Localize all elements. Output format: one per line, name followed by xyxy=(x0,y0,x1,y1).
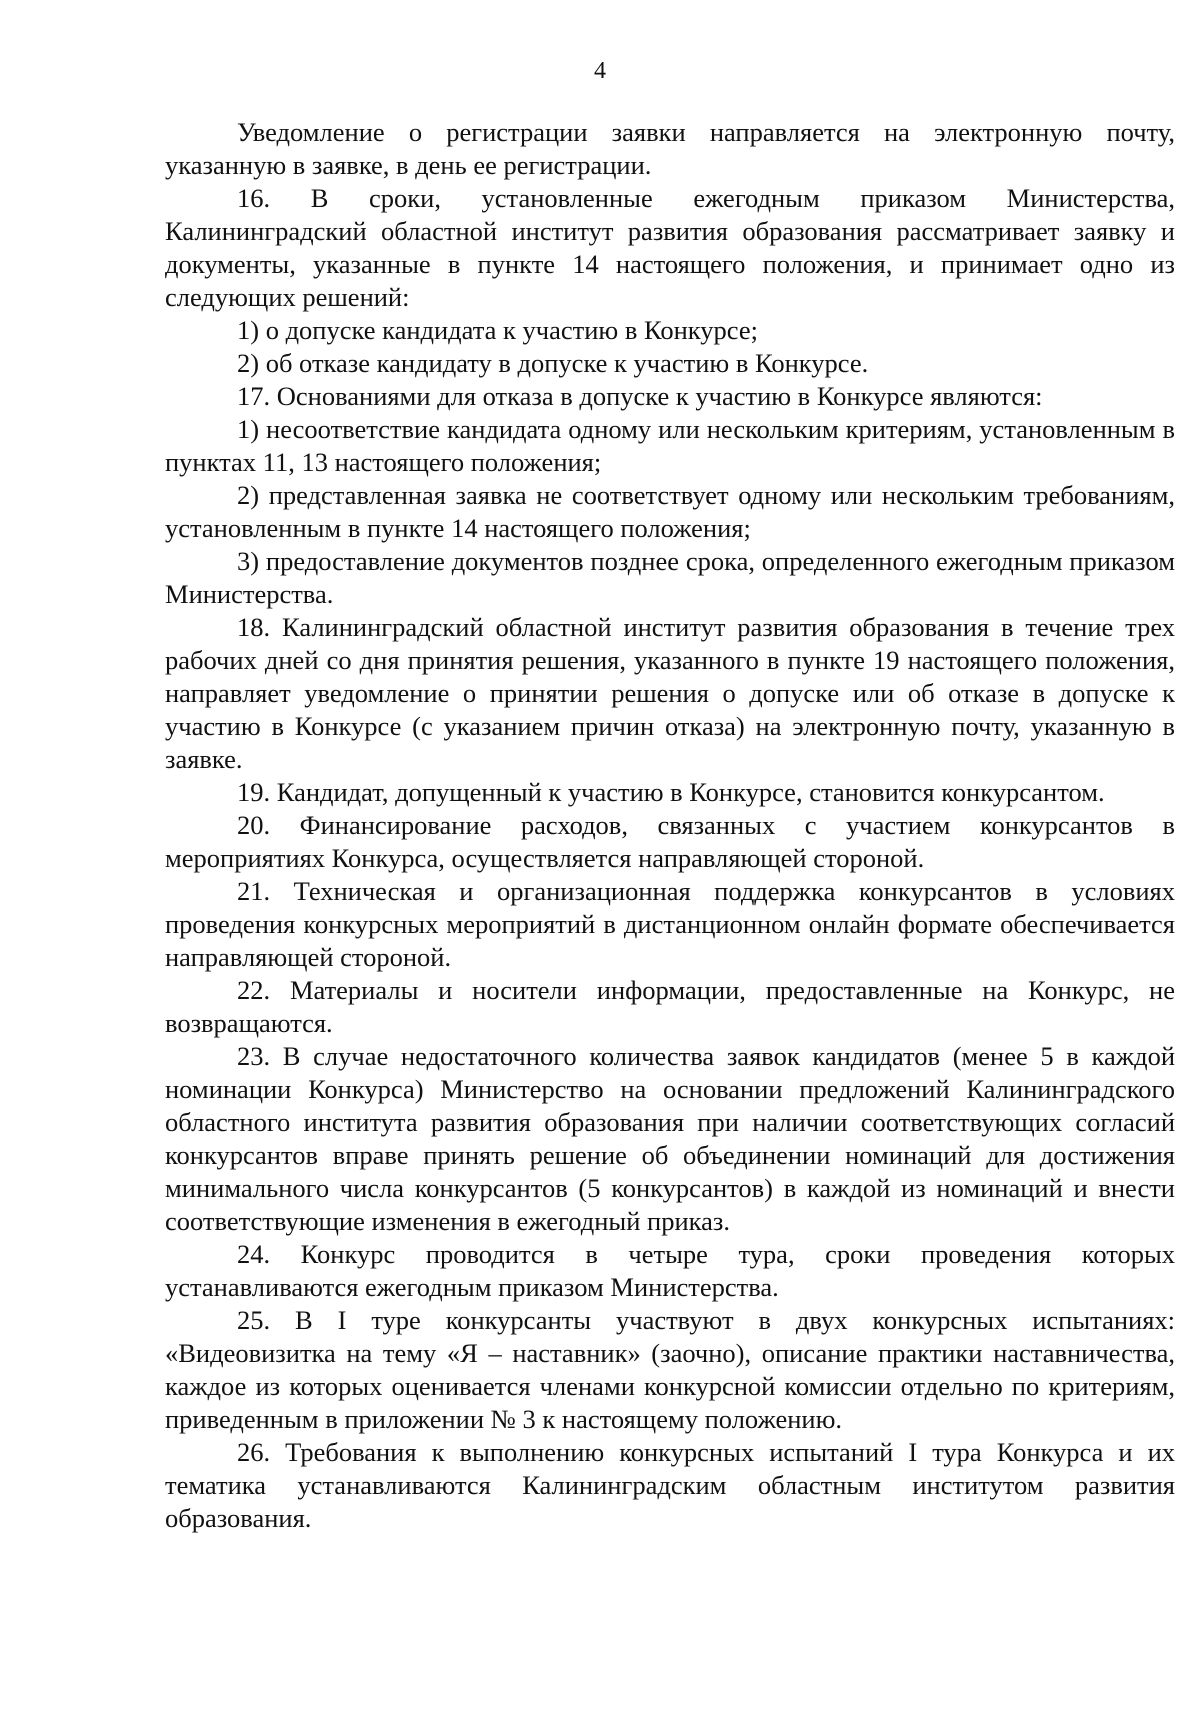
paragraph-24: 24. Конкурс проводится в четыре тура, сроки проведения которых устанавливаются ежегодным приказом Министерства. xyxy=(165,1239,1175,1302)
paragraph-22: 22. Материалы и носители информации, предоставленные на Конкурс, не возвращаются. xyxy=(165,975,1175,1038)
paragraph-25: 25. В I туре конкурсанты участвуют в двух конкурсных испытаниях: «Видеовизитка на тему «Я – наставник» (заочно), описание практики наставничества, каждое из которых оценивается членами конкурсной комиссии отдельно по критериям, приведенным в приложении № 3 к настоящему положению. xyxy=(165,1305,1175,1434)
paragraph-16-item-1: 1) о допуске кандидата к участию в Конкурсе; xyxy=(237,315,758,345)
paragraph-23: 23. В случае недостаточного количества заявок кандидатов (менее 5 в каждой номинации Конкурса) Министерство на основании предложений Калининградского областного института развития образования при наличии соответствующих согласий конкурсантов вправе принять решение об объединении номинаций для достижения минимального числа конкурсантов (5 конкурсантов) в каждой из номинаций и внести соответствующие изменения в ежегодный приказ. xyxy=(165,1041,1175,1236)
paragraph-21: 21. Техническая и организационная поддержка конкурсантов в условиях проведения конкурсных мероприятий в дистанционном онлайн формате обеспечивается направляющей стороной. xyxy=(165,876,1175,972)
paragraph-17-item-2: 2) представленная заявка не соответствует одному или нескольким требованиям, установленным в пункте 14 настоящего положения; xyxy=(165,480,1175,543)
paragraph-registration-notice: Уведомление о регистрации заявки направляется на электронную почту, указанную в заявке, в день ее регистрации. xyxy=(165,117,1175,180)
document-body xyxy=(165,116,1175,1535)
paragraph-17: 17. Основаниями для отказа в допуске к участию в Конкурсе являются: xyxy=(237,381,1043,411)
page-number: 4 xyxy=(594,58,606,84)
paragraph-20: 20. Финансирование расходов, связанных с участием конкурсантов в мероприятиях Конкурса, осуществляется направляющей стороной. xyxy=(165,810,1175,873)
paragraph-16-item-2: 2) об отказе кандидату в допуске к участию в Конкурсе. xyxy=(237,348,869,378)
paragraph-19: 19. Кандидат, допущенный к участию в Конкурсе, становится конкурсантом. xyxy=(237,777,1105,807)
paragraph-17-item-3: 3) предоставление документов позднее срока, определенного ежегодным приказом Министерства. xyxy=(165,546,1175,609)
paragraph-16: 16. В сроки, установленные ежегодным приказом Министерства, Калининградский областной институт развития образования рассматривает заявку и документы, указанные в пункте 14 настоящего положения, и принимает одно из следующих решений: xyxy=(165,183,1175,312)
paragraph-17-item-1: 1) несоответствие кандидата одному или нескольким критериям, установленным в пунктах 11, 13 настоящего положения; xyxy=(165,414,1175,477)
paragraph-18: 18. Калининградский областной институт развития образования в течение трех рабочих дней со дня принятия решения, указанного в пункте 19 настоящего положения, направляет уведомление о принятии решения о допуске или об отказе в допуске к участию в Конкурсе (с указанием причин отказа) на электронную почту, указанную в заявке. xyxy=(165,612,1175,774)
paragraph-26: 26. Требования к выполнению конкурсных испытаний I тура Конкурса и их тематика устанавливаются Калининградским областным институтом развития образования. xyxy=(165,1437,1175,1533)
